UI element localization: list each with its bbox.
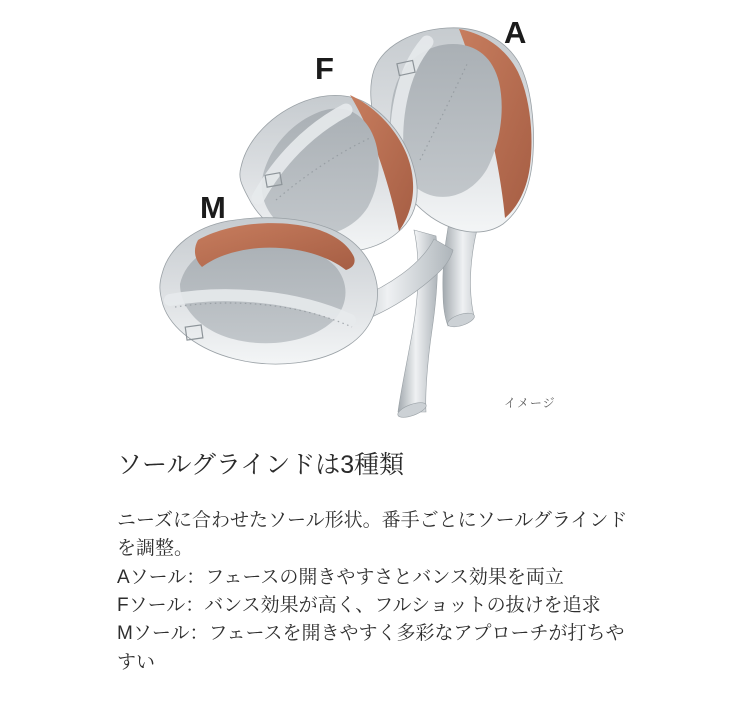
sole-label-f: F xyxy=(315,51,334,86)
sole-label-m: M xyxy=(200,190,226,225)
description-line-a-sole: Aソール：フェースの開きやすさとバンス効果を両立 xyxy=(117,566,564,588)
sole-label-a: A xyxy=(504,15,527,50)
description-line-f-sole: Fソール：バンス効果が高く、フルショットの抜けを追求 xyxy=(117,594,601,616)
club-m xyxy=(160,218,453,364)
image-caption: イメージ xyxy=(504,396,556,410)
description-paragraph xyxy=(117,507,642,677)
sole-grind-description xyxy=(117,451,642,677)
description-line-m-sole: Mソール：フェースを開きやすく多彩なアプローチが打ちやすい xyxy=(117,623,625,673)
section-heading: ソールグラインドは3種類 xyxy=(117,451,405,479)
description-line-intro: ニーズに合わせたソール形状。番手ごとにソールグラインドを調整。 xyxy=(117,509,628,560)
